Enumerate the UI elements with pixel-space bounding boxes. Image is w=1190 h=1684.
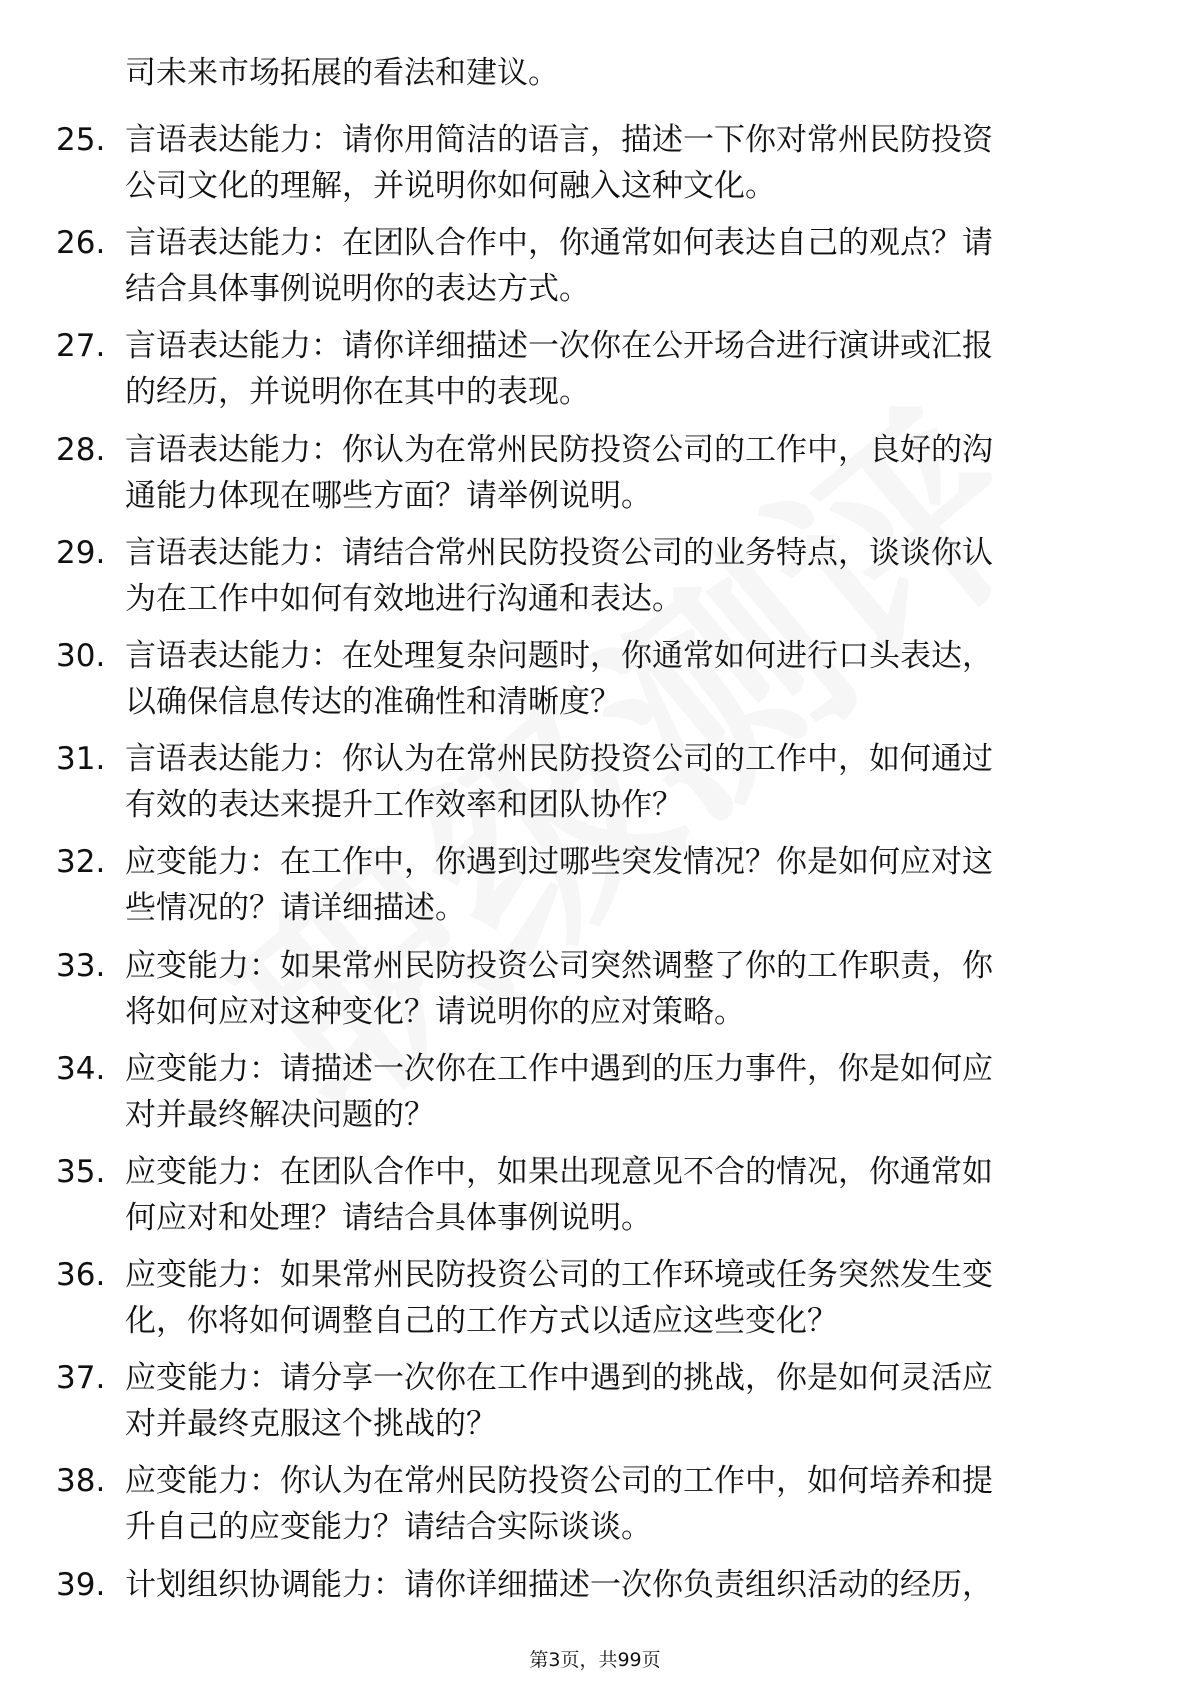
question-line: 对并最终克服这个挑战的？ [125,1406,497,1443]
question-item [0,1252,1190,1355]
question-number: 26. [56,225,106,262]
question-line: 应变能力：请描述一次你在工作中遇到的压力事件，你是如何应 [125,1050,993,1087]
question-item [0,117,1190,220]
question-line: 将如何应对这种变化？请说明你的应对策略。 [125,993,745,1030]
question-item [0,1149,1190,1252]
question-number: 38. [56,1463,106,1500]
question-text [125,117,1125,209]
question-item [0,1355,1190,1458]
question-line: 升自己的应变能力？请结合实际谈谈。 [125,1509,652,1546]
question-line: 有效的表达来提升工作效率和团队协作？ [125,787,683,824]
question-number: 29. [56,534,106,571]
question-text [125,1252,1125,1344]
question-text [125,1149,1125,1241]
question-line: 对并最终解决问题的？ [125,1096,435,1133]
question-item [0,530,1190,633]
question-line: 应变能力：在团队合作中，如果出现意见不合的情况，你通常如 [125,1153,993,1190]
question-line: 言语表达能力：在团队合作中，你通常如何表达自己的观点？请 [125,225,993,262]
question-line: 言语表达能力：在处理复杂问题时，你通常如何进行口头表达， [125,637,993,674]
question-line: 些情况的？请详细描述。 [125,890,466,927]
question-text [125,323,1125,415]
question-text [125,633,1125,725]
question-item [0,839,1190,942]
question-number: 35. [56,1153,106,1190]
question-number: 32. [56,844,106,881]
question-line: 通能力体现在哪些方面？请举例说明。 [125,477,652,514]
question-text [125,220,1125,312]
question-line: 计划组织协调能力：请你详细描述一次你负责组织活动的经历， [125,1566,993,1603]
question-item [0,220,1190,323]
question-number: 39. [56,1566,106,1603]
question-line: 的经历，并说明你在其中的表现。 [125,374,590,411]
question-line: 应变能力：你认为在常州民防投资公司的工作中，如何培养和提 [125,1463,993,1500]
question-text [125,427,1125,519]
question-line: 为在工作中如何有效地进行沟通和表达。 [125,580,683,617]
question-line [125,1608,1125,1654]
question-line: 化，你将如何调整自己的工作方式以适应这些变化？ [125,1303,838,1340]
question-number: 25. [56,122,106,158]
question-line: 言语表达能力：你认为在常州民防投资公司的工作中，如何通过 [125,741,993,778]
question-line: 言语表达能力：你认为在常州民防投资公司的工作中，良好的沟 [125,431,993,468]
question-number: 36. [56,1257,106,1294]
question-number: 28. [56,431,106,468]
page-footer: 第3页，共99页 [529,1649,661,1671]
question-line: 何应对和处理？请结合具体事例说明。 [125,1199,652,1236]
question-number: 33. [56,947,106,984]
question-list [0,117,1190,1665]
question-line: 言语表达能力：请结合常州民防投资公司的业务特点，谈谈你认 [125,534,993,571]
question-line: 言语表达能力：请你用简洁的语言，描述一下你对常州民防投资 [125,122,993,158]
question-item [0,736,1190,839]
question-item [0,633,1190,736]
question-text [125,839,1125,931]
question-line: 应变能力：在工作中，你遇到过哪些突发情况？你是如何应对这 [125,844,993,881]
question-line: 应变能力：如果常州民防投资公司的工作环境或任务突然发生变 [125,1257,993,1294]
question-line: 结合具体事例说明你的表达方式。 [125,271,590,308]
question-text [125,736,1125,828]
question-item [0,427,1190,530]
question-number: 37. [56,1360,106,1397]
question-line: 应变能力：如果常州民防投资公司突然调整了你的工作职责，你 [125,947,993,984]
question-item [0,1458,1190,1561]
question-number: 31. [56,741,106,778]
question-text [125,1458,1125,1550]
question-line: 言语表达能力：请你详细描述一次你在公开场合进行演讲或汇报 [125,328,993,365]
continuation-line: 司未来市场拓展的看法和建议。 [125,55,559,91]
question-number: 27. [56,328,106,365]
question-text [125,1355,1125,1447]
question-text [125,1046,1125,1138]
question-text [125,530,1125,622]
question-line: 应变能力：请分享一次你在工作中遇到的挑战，你是如何灵活应 [125,1360,993,1397]
question-line: 公司文化的理解，并说明你如何融入这种文化。 [125,168,776,204]
question-item [0,943,1190,1046]
question-number: 30. [56,637,106,674]
question-line: 以确保信息传达的准确性和清晰度？ [125,683,621,720]
question-text [125,1562,1125,1654]
question-item [0,323,1190,426]
question-item [0,1046,1190,1149]
question-number: 34. [56,1050,106,1087]
question-text [125,943,1125,1035]
